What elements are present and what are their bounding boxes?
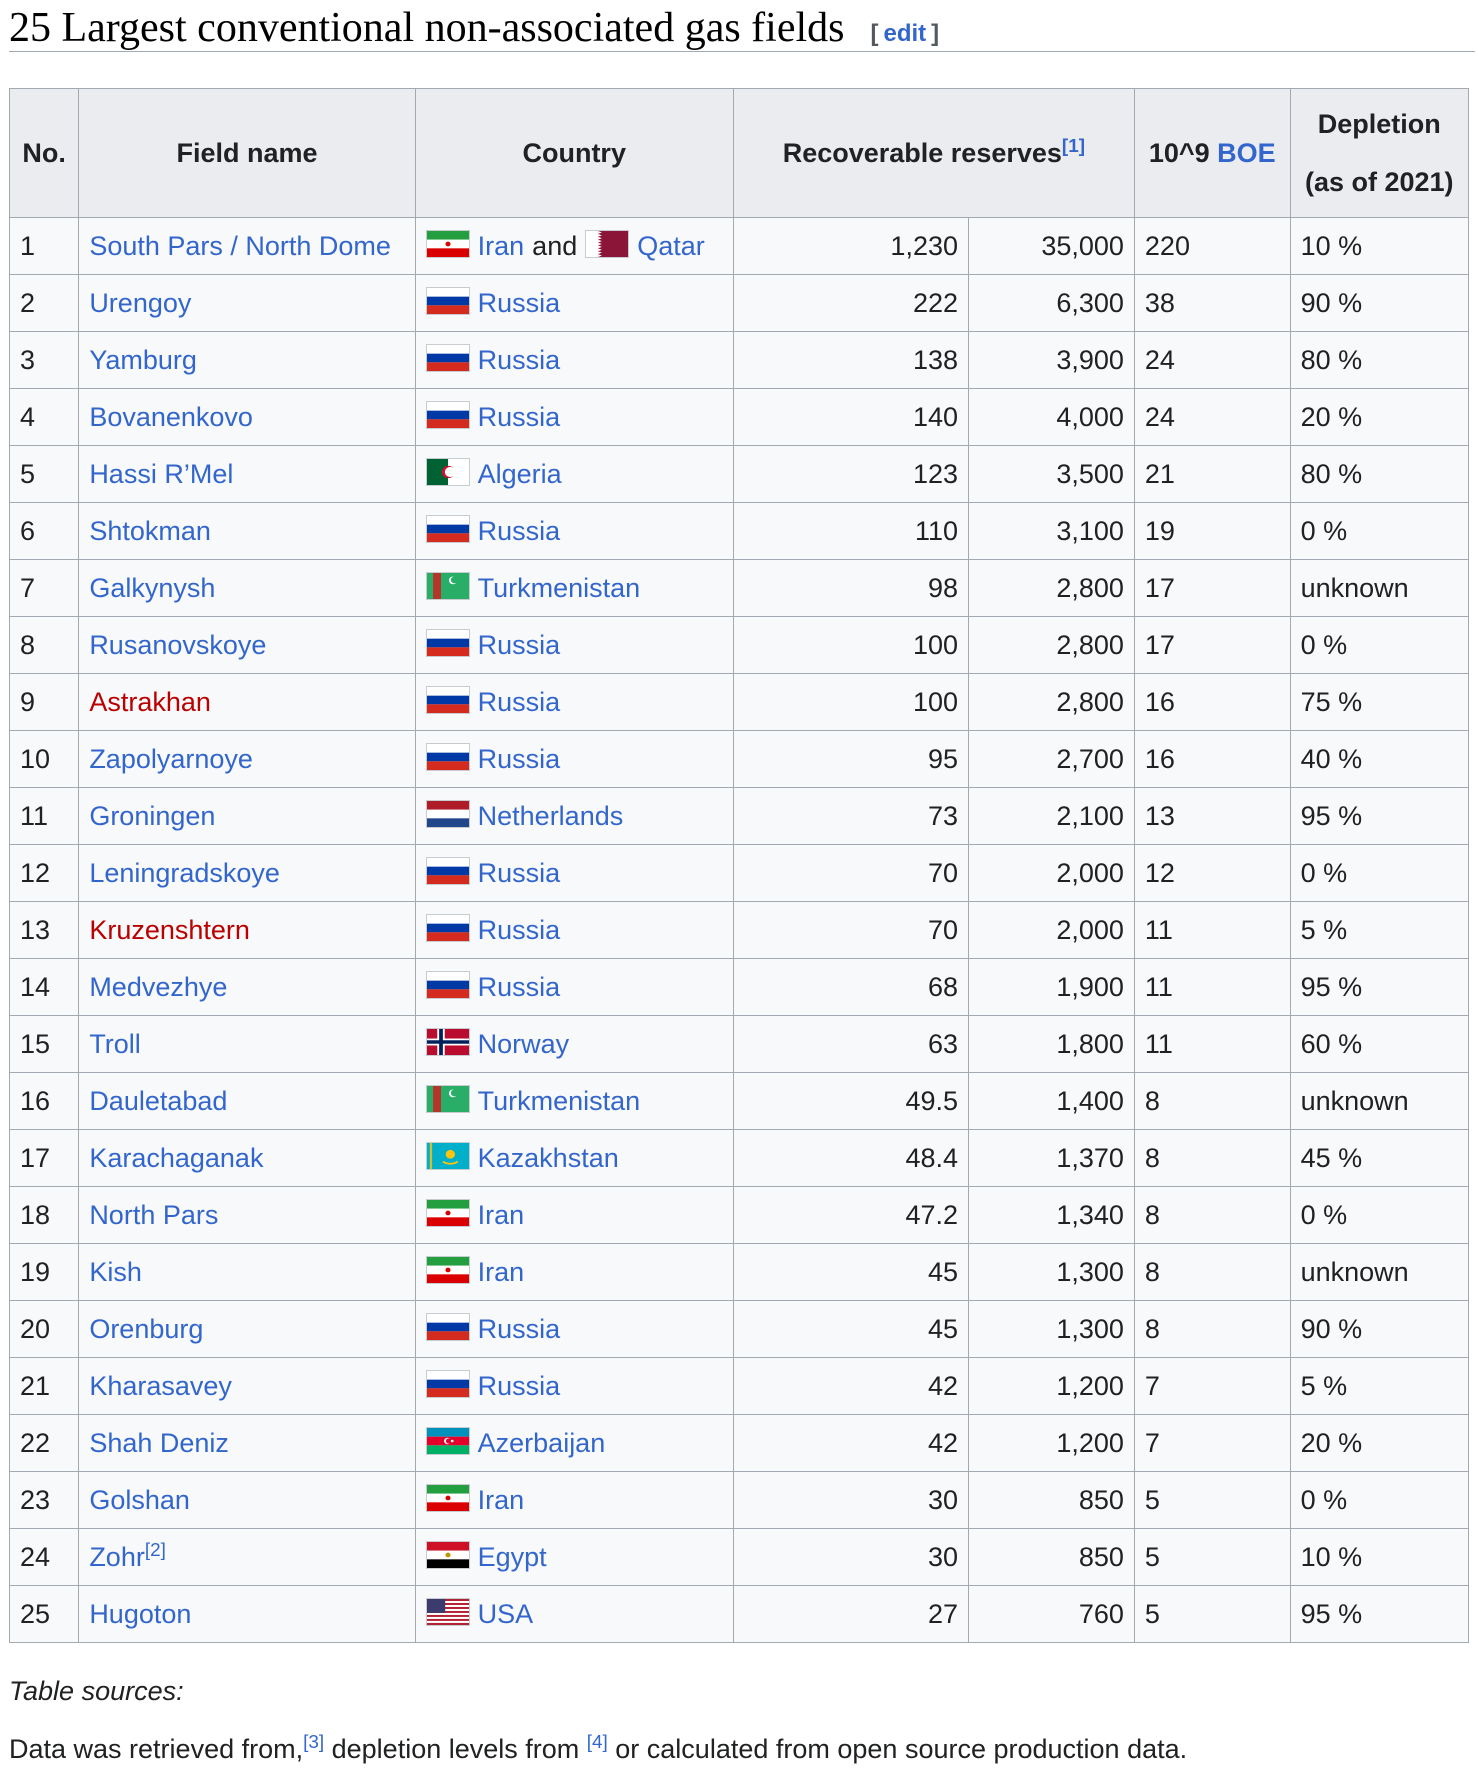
field-ref[interactable]: [2] [144,1539,166,1561]
cell-field-name [79,1529,415,1586]
cell-depletion: 80 % [1290,332,1468,389]
cell-reserves-km3: 1,400 [969,1073,1135,1130]
cell-boe: 7 [1134,1415,1290,1472]
field-link[interactable]: Rusanovskoye [89,629,267,660]
cell-country [415,332,733,389]
country-link[interactable]: Russia [477,402,561,432]
country-link[interactable]: Russia [477,687,561,717]
cell-no: 25 [10,1586,79,1643]
cell-boe: 5 [1134,1529,1290,1586]
cell-reserves-km3: 2,000 [969,902,1135,959]
country-link[interactable]: Russia [477,858,561,888]
flag-russia-icon [426,743,470,771]
cell-reserves-km3: 1,300 [969,1301,1135,1358]
flag-russia-icon [426,287,470,315]
cell-reserves-km3: 850 [969,1472,1135,1529]
cell-reserves-cuft: 30 [733,1529,968,1586]
cell-reserves-cuft: 70 [733,902,968,959]
cell-no: 8 [10,617,79,674]
cell-reserves-km3: 2,000 [969,845,1135,902]
header-field-name: Field name [79,89,415,218]
country-link[interactable]: Norway [477,1029,570,1059]
cell-no: 15 [10,1016,79,1073]
table-sources-label: Table sources: [9,1676,184,1706]
cell-country [415,617,733,674]
cell-reserves-km3: 6,300 [969,275,1135,332]
country-link[interactable]: Turkmenistan [477,573,641,603]
cell-reserves-km3: 1,900 [969,959,1135,1016]
field-link[interactable]: Zapolyarnoye [89,743,253,774]
flag-turkmenistan-icon [426,572,470,600]
flag-russia-icon [426,1313,470,1341]
country-link[interactable]: Russia [477,630,561,660]
cell-depletion: unknown [1290,1244,1468,1301]
cell-field-name [79,1358,415,1415]
flag-russia-icon [426,1370,470,1398]
cell-boe: 8 [1134,1187,1290,1244]
cell-country [415,1586,733,1643]
cell-no: 23 [10,1472,79,1529]
field-link[interactable]: Kish [89,1256,142,1287]
field-link[interactable]: Astrakhan [89,686,211,717]
cell-field-name [79,959,415,1016]
country-link[interactable]: Russia [477,288,561,318]
cell-no: 4 [10,389,79,446]
flag-egypt-icon [426,1541,470,1569]
field-link[interactable]: Orenburg [89,1313,204,1344]
table-row [10,1130,1469,1187]
cell-country [415,560,733,617]
edit-section: [ edit ] [870,20,940,47]
cell-country [415,845,733,902]
cell-field-name [79,1244,415,1301]
cell-boe: 16 [1134,674,1290,731]
field-link[interactable]: Shtokman [89,515,211,546]
cell-reserves-km3: 2,800 [969,617,1135,674]
cell-country [415,218,733,275]
cell-no: 2 [10,275,79,332]
country-link[interactable]: Russia [477,1371,561,1401]
cell-boe: 12 [1134,845,1290,902]
country-link[interactable]: Azerbaijan [477,1428,606,1458]
cell-reserves-cuft: 222 [733,275,968,332]
cell-boe: 11 [1134,902,1290,959]
cell-field-name [79,1301,415,1358]
cell-no: 1 [10,218,79,275]
cell-depletion: 40 % [1290,731,1468,788]
cell-reserves-cuft: 48.4 [733,1130,968,1187]
flag-russia-icon [426,344,470,372]
table-row [10,389,1469,446]
cell-boe: 8 [1134,1244,1290,1301]
table-row [10,1472,1469,1529]
country-link[interactable]: Russia [477,345,561,375]
country-link[interactable]: Qatar [637,231,705,261]
cell-field-name [79,503,415,560]
cell-boe: 17 [1134,560,1290,617]
field-link[interactable]: Hugoton [89,1598,192,1629]
table-row [10,1073,1469,1130]
table-row [10,731,1469,788]
cell-country [415,1130,733,1187]
cell-country [415,959,733,1016]
flag-russia-icon [426,857,470,885]
cell-field-name [79,560,415,617]
cell-reserves-cuft: 100 [733,617,968,674]
cell-depletion: 20 % [1290,389,1468,446]
cell-country [415,503,733,560]
table-row [10,617,1469,674]
cell-depletion: unknown [1290,560,1468,617]
flag-iran-icon [426,1256,470,1284]
cell-boe: 38 [1134,275,1290,332]
section-title: 25 Largest conventional non-associated gas fields [9,5,845,51]
country-link[interactable]: Iran [477,1257,525,1287]
field-link[interactable]: Hassi R’Mel [89,458,234,489]
table-row [10,674,1469,731]
cell-boe: 5 [1134,1586,1290,1643]
country-link[interactable]: Russia [477,972,561,1002]
cell-boe: 16 [1134,731,1290,788]
cell-reserves-cuft: 27 [733,1586,968,1643]
country-link[interactable]: Netherlands [477,801,624,831]
flag-algeria-icon [426,458,470,486]
cell-reserves-cuft: 49.5 [733,1073,968,1130]
cell-depletion: 5 % [1290,1358,1468,1415]
cell-field-name [79,902,415,959]
flag-russia-icon [426,914,470,942]
cell-reserves-cuft: 47.2 [733,1187,968,1244]
field-link[interactable]: Urengoy [89,287,192,318]
cell-field-name [79,1415,415,1472]
table-row [10,1415,1469,1472]
cell-no: 19 [10,1244,79,1301]
cell-boe: 7 [1134,1358,1290,1415]
cell-boe: 21 [1134,446,1290,503]
table-row [10,845,1469,902]
cell-no: 18 [10,1187,79,1244]
flag-iran-icon [426,230,470,258]
table-row [10,1016,1469,1073]
cell-reserves-cuft: 95 [733,731,968,788]
cell-reserves-km3: 1,200 [969,1358,1135,1415]
field-link[interactable]: Yamburg [89,344,197,375]
cell-depletion: 80 % [1290,446,1468,503]
cell-boe: 8 [1134,1073,1290,1130]
cell-reserves-km3: 3,900 [969,332,1135,389]
cell-reserves-cuft: 98 [733,560,968,617]
cell-field-name [79,1586,415,1643]
cell-no: 14 [10,959,79,1016]
cell-field-name [79,218,415,275]
cell-reserves-cuft: 100 [733,674,968,731]
table-row [10,1358,1469,1415]
cell-depletion: unknown [1290,1073,1468,1130]
field-link[interactable]: North Pars [89,1199,219,1230]
cell-depletion: 0 % [1290,503,1468,560]
cell-depletion: 0 % [1290,1472,1468,1529]
flag-russia-icon [426,515,470,543]
cell-depletion: 10 % [1290,218,1468,275]
flag-russia-icon [426,629,470,657]
cell-field-name [79,332,415,389]
cell-reserves-cuft: 70 [733,845,968,902]
field-link[interactable]: Golshan [89,1484,190,1515]
cell-depletion: 90 % [1290,275,1468,332]
country-link[interactable]: Algeria [477,459,562,489]
cell-reserves-km3: 1,300 [969,1244,1135,1301]
cell-reserves-cuft: 123 [733,446,968,503]
cell-country [415,389,733,446]
country-link[interactable]: Turkmenistan [477,1086,641,1116]
cell-reserves-cuft: 63 [733,1016,968,1073]
field-link[interactable]: Galkynysh [89,572,216,603]
cell-country [415,275,733,332]
cell-country [415,1415,733,1472]
field-link[interactable]: Dauletabad [89,1085,228,1116]
cell-country [415,788,733,845]
cell-reserves-cuft: 68 [733,959,968,1016]
cell-reserves-km3: 2,800 [969,560,1135,617]
cell-reserves-cuft: 42 [733,1415,968,1472]
table-row [10,788,1469,845]
and-text: and [532,231,578,261]
cell-country [415,1244,733,1301]
field-link[interactable]: Shah Deniz [89,1427,229,1458]
cell-reserves-km3: 2,800 [969,674,1135,731]
cell-country [415,902,733,959]
cell-no: 24 [10,1529,79,1586]
cell-no: 11 [10,788,79,845]
cell-reserves-km3: 1,200 [969,1415,1135,1472]
country-link[interactable]: USA [477,1599,534,1629]
field-link[interactable]: Zohr [89,1541,145,1572]
cell-depletion: 90 % [1290,1301,1468,1358]
cell-reserves-km3: 1,800 [969,1016,1135,1073]
cell-reserves-km3: 4,000 [969,389,1135,446]
ref-4[interactable]: [4] [586,1732,608,1753]
cell-reserves-km3: 3,100 [969,503,1135,560]
cell-depletion: 0 % [1290,845,1468,902]
flag-qatar-icon [585,230,629,258]
cell-depletion: 20 % [1290,1415,1468,1472]
ref-3[interactable]: [3] [303,1732,325,1753]
cell-field-name [79,1187,415,1244]
field-link[interactable]: Kruzenshtern [89,914,250,945]
cell-field-name [79,275,415,332]
table-row [10,1187,1469,1244]
cell-depletion: 10 % [1290,1529,1468,1586]
cell-country [415,1187,733,1244]
cell-boe: 11 [1134,959,1290,1016]
table-row [10,1301,1469,1358]
flag-usa-icon [426,1598,470,1626]
cell-no: 20 [10,1301,79,1358]
table-row [10,959,1469,1016]
country-link[interactable]: Russia [477,1314,561,1344]
cell-depletion: 5 % [1290,902,1468,959]
boe-link[interactable]: BOE [1217,138,1276,168]
cell-field-name [79,446,415,503]
country-link[interactable]: Iran [477,1200,525,1230]
header-recoverable-reserves: Recoverable reserves[1] [733,89,1134,218]
cell-field-name [79,1130,415,1187]
flag-russia-icon [426,971,470,999]
cell-country [415,1073,733,1130]
header-boe: 10^9 BOE [1134,89,1290,218]
table-row [10,332,1469,389]
cell-no: 10 [10,731,79,788]
field-link[interactable]: Kharasavey [89,1370,232,1401]
cell-depletion: 60 % [1290,1016,1468,1073]
cell-no: 6 [10,503,79,560]
cell-reserves-cuft: 30 [733,1472,968,1529]
cell-no: 16 [10,1073,79,1130]
cell-boe: 24 [1134,389,1290,446]
flag-turkmenistan-icon [426,1085,470,1113]
cell-no: 9 [10,674,79,731]
cell-reserves-km3: 1,370 [969,1130,1135,1187]
cell-depletion: 95 % [1290,959,1468,1016]
flag-iran-icon [426,1199,470,1227]
cell-no: 22 [10,1415,79,1472]
edit-link[interactable]: edit [883,20,927,47]
cell-reserves-km3: 2,100 [969,788,1135,845]
section-heading [9,0,1475,52]
cell-field-name [79,389,415,446]
table-row [10,1244,1469,1301]
cell-boe: 8 [1134,1130,1290,1187]
flag-netherlands-icon [426,800,470,828]
cell-reserves-cuft: 42 [733,1358,968,1415]
cell-reserves-km3: 35,000 [969,218,1135,275]
cell-no: 13 [10,902,79,959]
cell-boe: 220 [1134,218,1290,275]
cell-field-name [79,1472,415,1529]
cell-depletion: 75 % [1290,674,1468,731]
cell-field-name [79,788,415,845]
cell-reserves-km3: 760 [969,1586,1135,1643]
country-link[interactable]: Russia [477,744,561,774]
country-link[interactable]: Iran [477,231,525,261]
cell-country [415,1529,733,1586]
cell-depletion: 95 % [1290,1586,1468,1643]
ref-1[interactable]: [1] [1061,136,1085,157]
cell-country [415,446,733,503]
cell-boe: 13 [1134,788,1290,845]
cell-country [415,731,733,788]
table-row [10,1529,1469,1586]
table-row [10,503,1469,560]
table-row [10,1586,1469,1643]
field-link[interactable]: South Pars / North Dome [89,230,391,261]
cell-reserves-cuft: 110 [733,503,968,560]
cell-depletion: 95 % [1290,788,1468,845]
flag-azerbaijan-icon [426,1427,470,1455]
cell-boe: 11 [1134,1016,1290,1073]
header-depletion: Depletion (as of 2021) [1290,89,1468,218]
cell-field-name [79,617,415,674]
field-link[interactable]: Groningen [89,800,216,831]
cell-boe: 8 [1134,1301,1290,1358]
cell-field-name [79,1073,415,1130]
cell-no: 7 [10,560,79,617]
table-row [10,902,1469,959]
cell-country [415,1472,733,1529]
cell-reserves-cuft: 138 [733,332,968,389]
cell-reserves-cuft: 1,230 [733,218,968,275]
country-link[interactable]: Russia [477,915,561,945]
cell-boe: 5 [1134,1472,1290,1529]
header-country: Country [415,89,733,218]
cell-boe: 17 [1134,617,1290,674]
table-row [10,560,1469,617]
cell-depletion: 45 % [1290,1130,1468,1187]
field-link[interactable]: Bovanenkovo [89,401,253,432]
cell-no: 21 [10,1358,79,1415]
cell-depletion: 0 % [1290,1187,1468,1244]
cell-reserves-cuft: 45 [733,1301,968,1358]
country-link[interactable]: Egypt [477,1542,547,1572]
country-link[interactable]: Iran [477,1485,525,1515]
cell-country [415,1358,733,1415]
cell-reserves-km3: 2,700 [969,731,1135,788]
country-link[interactable]: Kazakhstan [477,1143,619,1173]
cell-depletion: 0 % [1290,617,1468,674]
header-no: No. [10,89,79,218]
data-source-text: Data was retrieved from,[3] depletion levels from [4] or calculated from open source production data. [9,1732,1188,1764]
table-notes [9,1673,1478,1769]
table-header-row [10,89,1469,218]
cell-no: 3 [10,332,79,389]
flag-russia-icon [426,401,470,429]
gas-fields-table [9,88,1469,1643]
country-link[interactable]: Russia [477,516,561,546]
field-link[interactable]: Leningradskoye [89,857,280,888]
cell-field-name [79,674,415,731]
cell-field-name [79,845,415,902]
table-body [10,218,1469,1643]
cell-no: 5 [10,446,79,503]
cell-reserves-cuft: 140 [733,389,968,446]
cell-reserves-km3: 1,340 [969,1187,1135,1244]
flag-kazakhstan-icon [426,1142,470,1170]
table-row [10,218,1469,275]
cell-field-name [79,1016,415,1073]
cell-no: 12 [10,845,79,902]
cell-boe: 19 [1134,503,1290,560]
field-link[interactable]: Troll [89,1028,141,1059]
flag-russia-icon [426,686,470,714]
field-link[interactable]: Karachaganak [89,1142,264,1173]
cell-country [415,674,733,731]
table-row [10,446,1469,503]
cell-field-name [79,731,415,788]
cell-country [415,1301,733,1358]
cell-reserves-cuft: 73 [733,788,968,845]
cell-reserves-km3: 850 [969,1529,1135,1586]
cell-no: 17 [10,1130,79,1187]
table-row [10,275,1469,332]
cell-reserves-cuft: 45 [733,1244,968,1301]
field-link[interactable]: Medvezhye [89,971,228,1002]
flag-iran-icon [426,1484,470,1512]
cell-boe: 24 [1134,332,1290,389]
cell-reserves-km3: 3,500 [969,446,1135,503]
cell-country [415,1016,733,1073]
flag-norway-icon [426,1028,470,1056]
